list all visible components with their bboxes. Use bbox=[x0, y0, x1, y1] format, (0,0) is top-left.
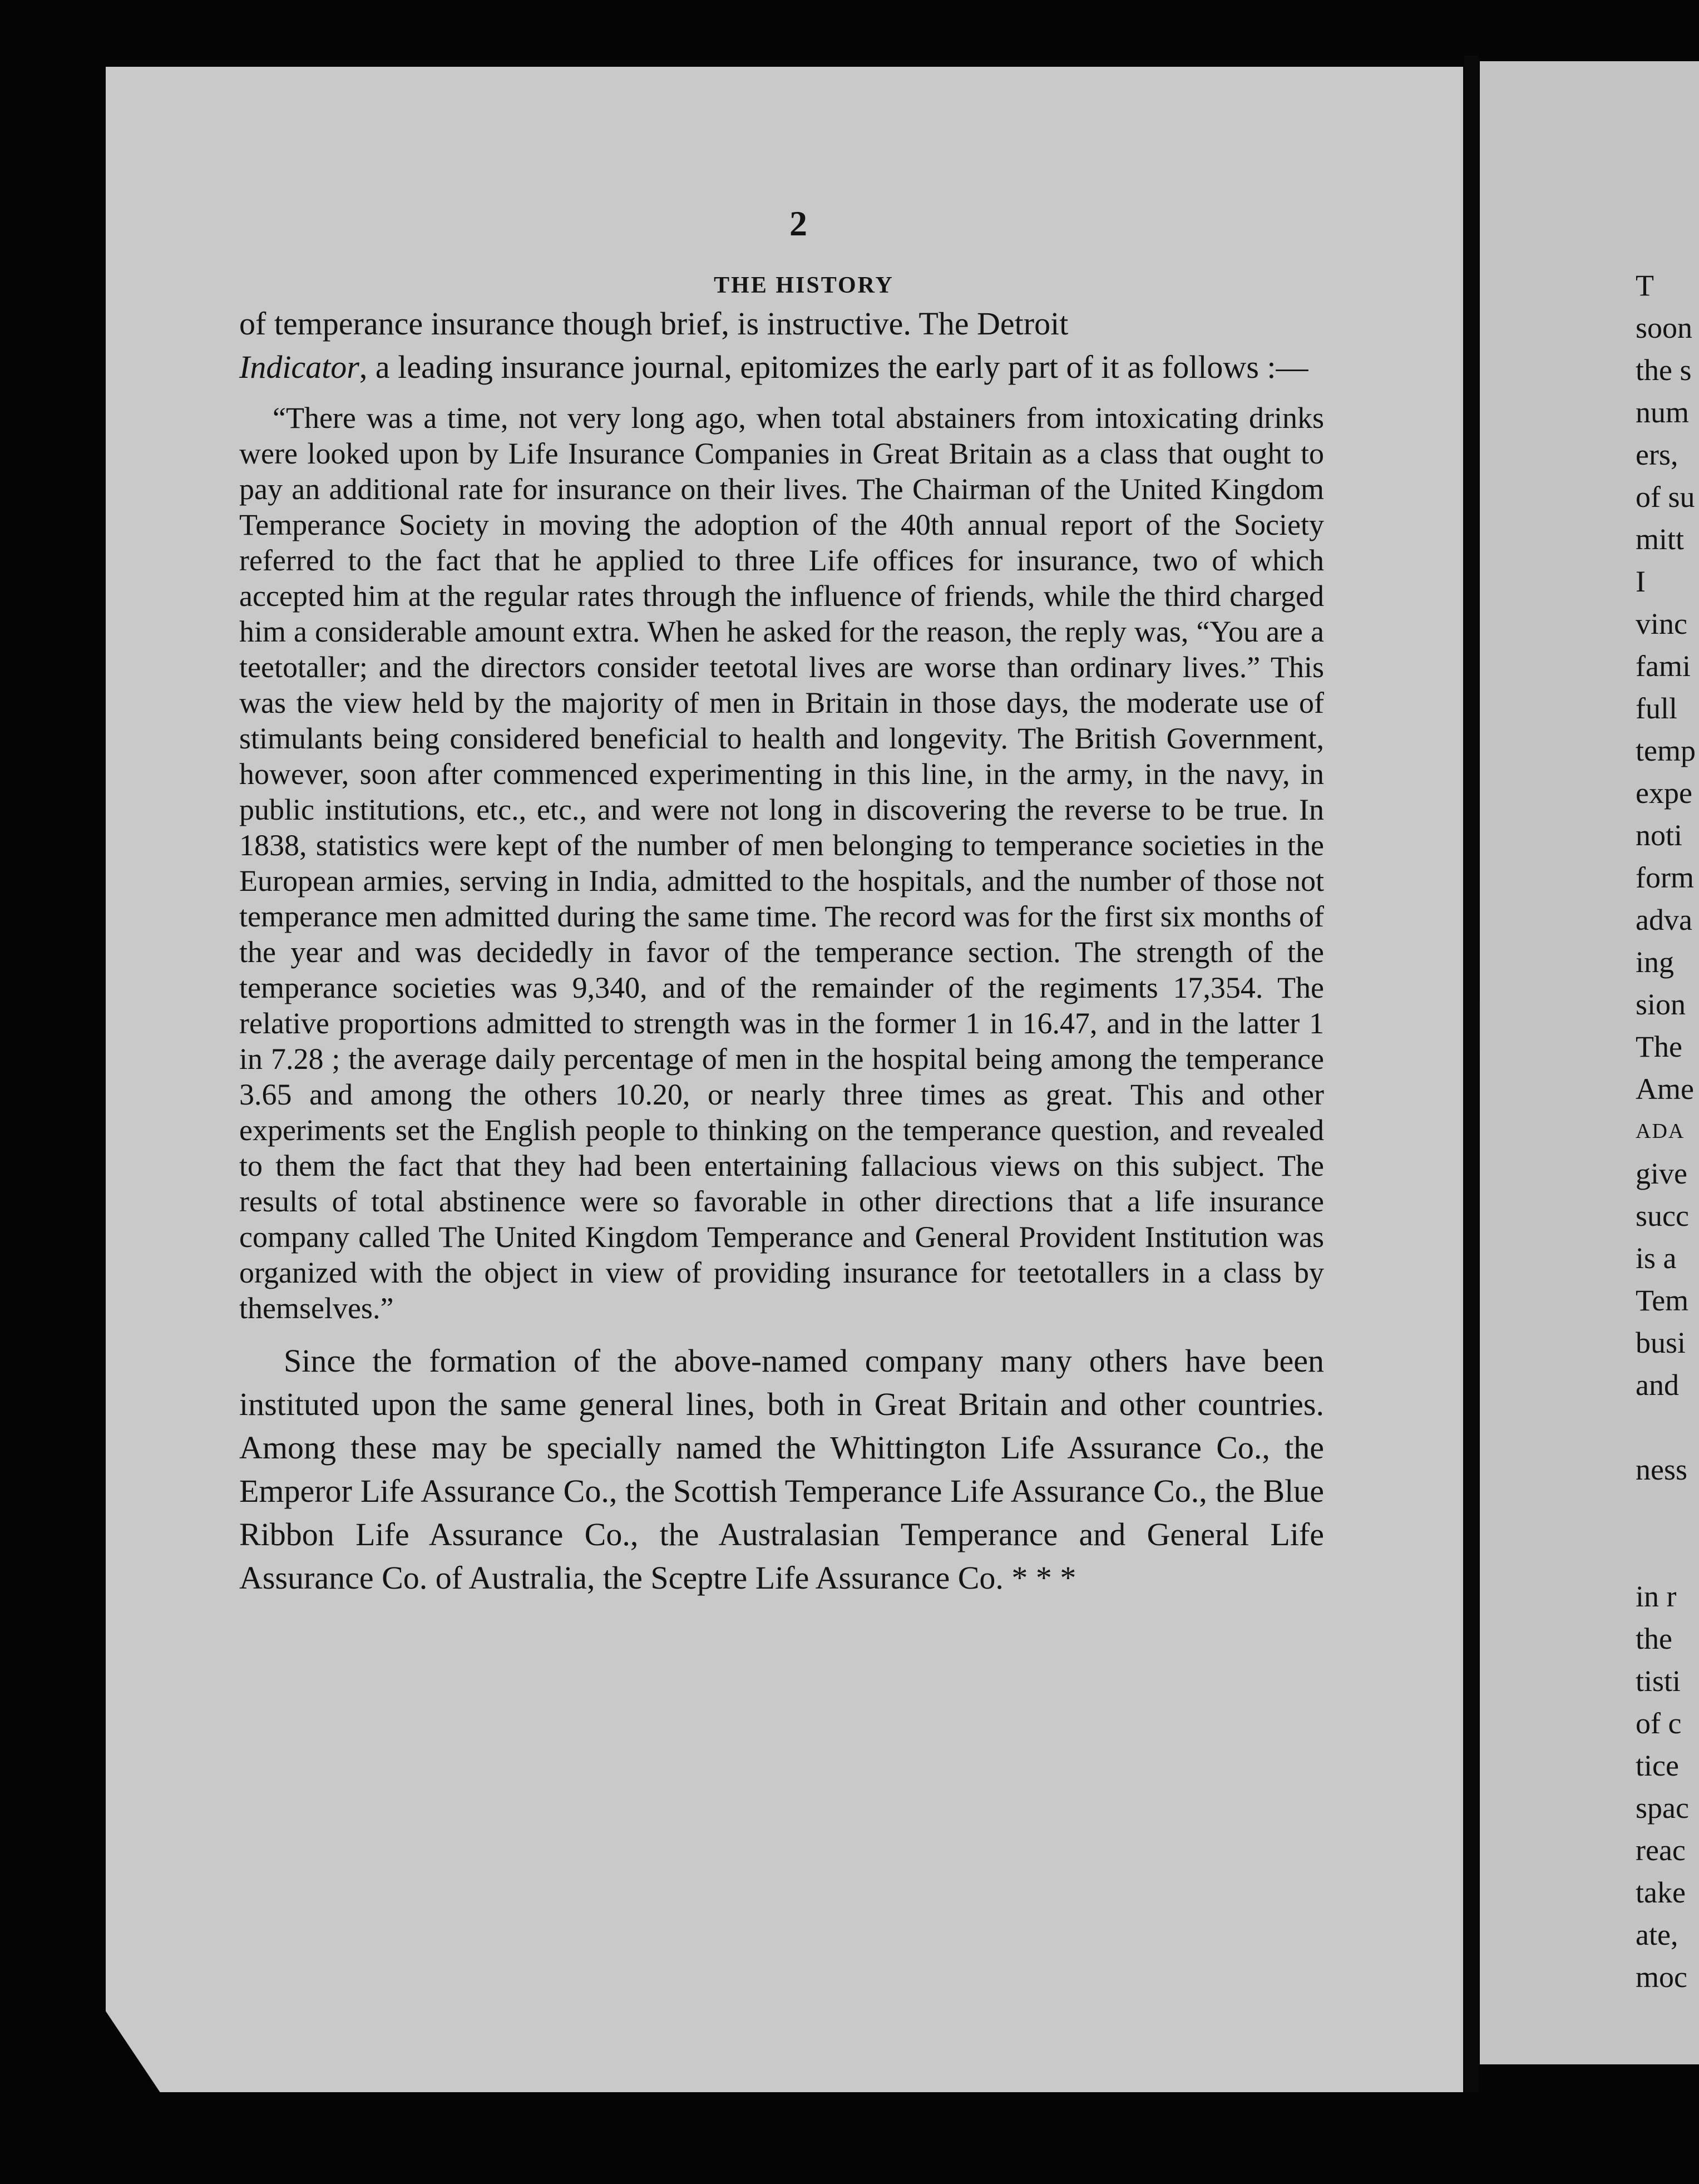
right-page-line-fragment: mitt bbox=[1636, 522, 1685, 556]
right-page-line-fragment: the s bbox=[1636, 353, 1692, 387]
right-page-line-fragment: expe bbox=[1636, 776, 1692, 810]
right-page-fragment-column bbox=[1636, 264, 1699, 1998]
right-page-line-fragment: fami bbox=[1636, 649, 1691, 683]
right-page-line-fragment: take bbox=[1636, 1876, 1686, 1909]
right-page-line-fragment: spac bbox=[1636, 1791, 1689, 1825]
right-page-line-fragment: temp bbox=[1636, 734, 1696, 767]
right-page-line-fragment: is a bbox=[1636, 1241, 1677, 1275]
page-gutter bbox=[1464, 56, 1479, 2092]
right-page-line-fragment: tice bbox=[1636, 1749, 1679, 1782]
intro-text-rest: , a leading insurance journal, epitomizes the early part of it as follows :— bbox=[359, 349, 1308, 385]
right-page-line-fragment: give bbox=[1636, 1157, 1687, 1190]
right-page-line-fragment: The bbox=[1636, 1030, 1682, 1063]
right-page-line-fragment: ers, bbox=[1636, 438, 1678, 471]
right-page-line-fragment: moc bbox=[1636, 1960, 1687, 1994]
right-page-line-fragment: num bbox=[1636, 396, 1690, 429]
right-page-line-fragment: succ bbox=[1636, 1199, 1689, 1232]
right-page-line-fragment: Tem bbox=[1636, 1284, 1689, 1317]
right-page-line-fragment: sion bbox=[1636, 988, 1686, 1021]
right-page-line-fragment: form bbox=[1636, 861, 1694, 894]
closing-paragraph: Since the formation of the above-named company many others have been instituted upon the same general lines, both in Great Britain and other countries. Among these may be specially named the Whittington Life Assurance Co., the Emperor Life Assurance Co., the Scottish Temperance Life Assurance Co., the Blue Ribbon Life Assurance Co., the Australasian Temperance and General Life Assurance Co. of Australia, the Sceptre Life Assurance Co. * * * bbox=[239, 1343, 1324, 1596]
running-head: THE HISTORY bbox=[714, 273, 894, 298]
right-page-line-fragment: I bbox=[1636, 565, 1646, 598]
right-page-line-fragment: of c bbox=[1636, 1707, 1682, 1740]
intro-paragraph bbox=[239, 302, 1324, 389]
right-page-line-fragment bbox=[1636, 1533, 1699, 1575]
right-page-line-fragment: busi bbox=[1636, 1326, 1686, 1359]
right-page-line-fragment: and bbox=[1636, 1368, 1679, 1402]
right-page-line-fragment: T bbox=[1636, 269, 1654, 302]
right-page-line-fragment bbox=[1636, 1491, 1699, 1533]
right-page-line-fragment bbox=[1636, 1406, 1699, 1448]
right-page-line-fragment: in r bbox=[1636, 1580, 1677, 1613]
right-page-line-fragment: the bbox=[1636, 1622, 1672, 1655]
right-page-line-fragment: ness bbox=[1636, 1453, 1687, 1486]
right-page-line-fragment: ate, bbox=[1636, 1918, 1678, 1951]
right-page-line-fragment: soon bbox=[1636, 311, 1693, 344]
right-page-line-fragment: adva bbox=[1636, 903, 1692, 936]
right-page-line-fragment: Ame bbox=[1636, 1072, 1694, 1106]
intro-text: of temperance insurance though brief, is instructive. The Detroit bbox=[239, 305, 1069, 342]
intro-italic-title: Indicator bbox=[239, 349, 359, 385]
right-page-line-fragment: tisti bbox=[1636, 1664, 1681, 1698]
right-page-line-fragment: vinc bbox=[1636, 607, 1687, 640]
quoted-passage: “There was a time, not very long ago, when total abstainers from intoxicating drinks were looked upon by Life Insurance Companies in Great Britain as a class that ought to pay an additional rate for insurance on their lives. The Chairman of the United Kingdom Temperance Society in moving the adoption of the 40th annual report of the Society referred to the fact that he applied to three Life offices for insurance, two of which accepted him at the regular rates through the influence of friends, while the third charged him a considerable amount extra. When he asked for the reason, the reply was, “You are a teetotaller; and the directors consider teetotal lives are worse than ordinary lives.” This was the view held by the majority of men in Britain in those days, the moderate use of stimulants being considered beneficial to health and longevity. The British Government, however, soon after commenced experimenting in this line, in the army, in the navy, in public institutions, etc., etc., and were not long in discovering the reverse to be true. In 1838, statistics were kept of the number of men belonging to temperance societies in the European armies, serving in India, admitted to the hospitals, and the number of those not temperance men admitted during the same time. The record was for the first six months of the year and was decidedly in favor of the temperance section. The strength of the temperance societies was 9,340, and of the remainder of the regiments 17,354. The relative proportions admitted to strength was in the former 1 in 16.47, and in the latter 1 in 7.28 ; the average daily percentage of men in the hospital being among the temperance 3.65 and among the others 10.20, or nearly three times as great. This and other experiments set the English people to thinking on the temperance question, and revealed to them the fact that they had been entertaining fallacious views on this subject. The results of total abstinence were so favorable in other directions that a life insurance company called The United Kingdom Temperance and General Provident Institution was organized with the object in view of providing insurance for teetotallers in a class by themselves.” bbox=[239, 401, 1324, 1325]
right-page-line-fragment: reac bbox=[1636, 1833, 1686, 1867]
right-page-line-fragment: full bbox=[1636, 692, 1677, 725]
right-page-line-fragment: ADA bbox=[1636, 1120, 1685, 1143]
left-page-content bbox=[239, 203, 1324, 1608]
right-page-line-fragment: of su bbox=[1636, 480, 1695, 514]
right-page-line-fragment: ing bbox=[1636, 945, 1675, 979]
page-number: 2 bbox=[789, 204, 807, 243]
right-page-line-fragment: noti bbox=[1636, 819, 1683, 852]
